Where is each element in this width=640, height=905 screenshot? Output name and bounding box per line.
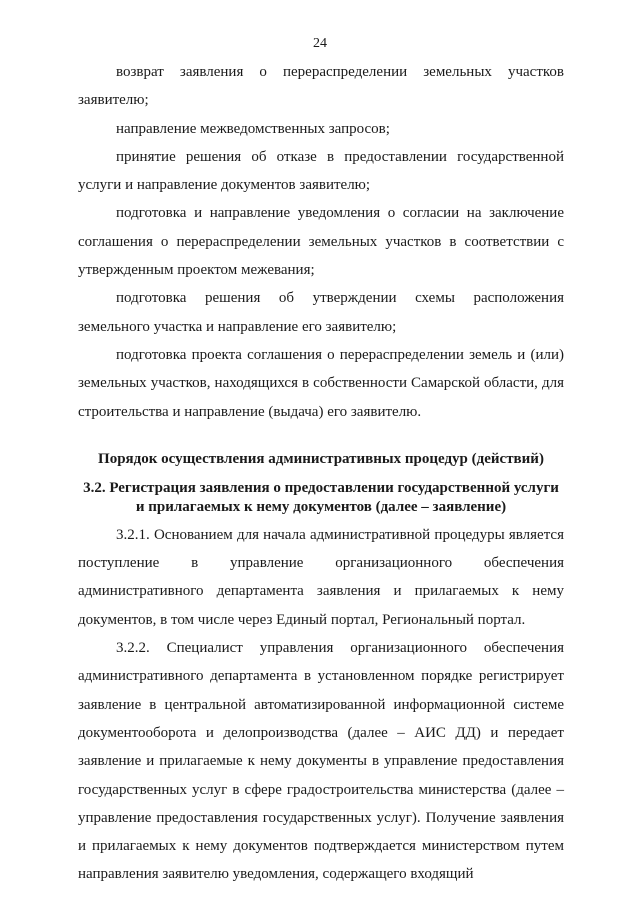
paragraph-interagency-requests: направление межведомственных запросов; <box>116 120 390 137</box>
heading-section-3-2 <box>78 479 564 517</box>
heading-procedure-order: Порядок осуществления административных процедур (действий) <box>98 450 544 467</box>
paragraph-3-2-2: 3.2.2. Специалист управления организационного обеспечения административного департамента в установленном порядке регистрирует заявление в центральной автоматизированной информационной системе документооборота и делопроизводства (далее – АИС ДД) и передает заявление и прилагаемые к нему документы в управление предоставления государственных услуг в сфере градостроительства министерства (далее – управление предоставления государственных услуг). Получение заявления и прилагаемых к нему документов подтверждается министерством путем направления заявителю уведомления, содержащего входящий <box>78 640 564 883</box>
paragraph-draft-agreement: подготовка проекта соглашения о перераспределении земель и (или) земельных участков, находящихся в собственности Самарской области, для строительства и направление (выдача) его заявителю. <box>78 346 564 420</box>
document-body <box>78 58 564 889</box>
paragraph-return-application: возврат заявления о перераспределении земельных участков заявителю; <box>78 64 564 109</box>
page-number: 24 <box>313 36 327 51</box>
paragraph-3-2-1: 3.2.1. Основанием для начала административной процедуры является поступление в управление организационного обеспечения административного департамента заявления и прилагаемых к нему документов, в том числе через Единый портал, Региональный портал. <box>78 526 564 628</box>
paragraph-refusal-decision: принятие решения об отказе в предоставлении государственной услуги и направление документов заявителю; <box>78 148 564 194</box>
paragraph-scheme-approval: подготовка решения об утверждении схемы расположения земельного участка и направление его заявителю; <box>78 290 564 335</box>
paragraph-consent-notice: подготовка и направление уведомления о согласии на заключение соглашения о перераспределении земельных участков в соответствии с утвержденным проектом межевания; <box>78 205 564 279</box>
heading-section-3-2-line2: и прилагаемых к нему документов (далее – заявление) <box>135 498 507 515</box>
heading-section-3-2-line1: 3.2. Регистрация заявления о предоставлении государственной услуги <box>83 479 559 496</box>
